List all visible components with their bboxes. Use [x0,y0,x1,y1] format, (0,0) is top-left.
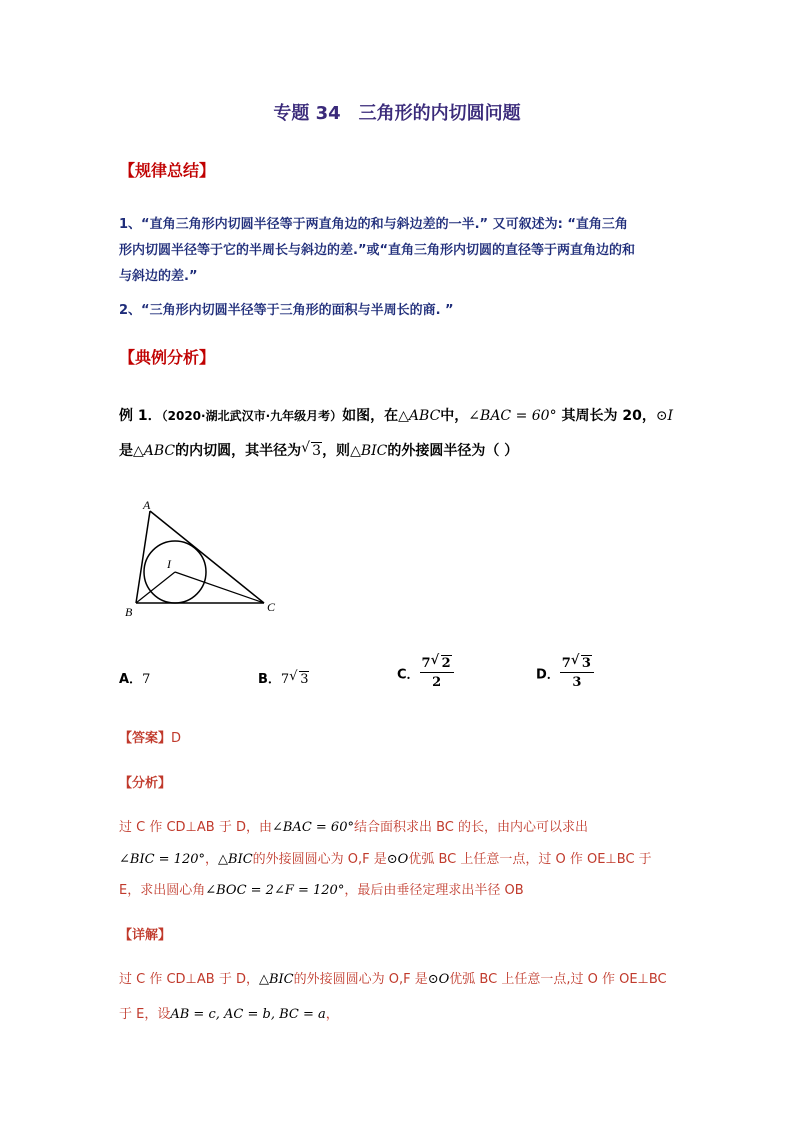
rule-1-line-2: 形内切圆半径等于它的半周长与斜边的差.”或“直角三角形内切圆的直径等于两直角边的和 [119,243,636,258]
option-a-label: A． [119,672,143,687]
section-examples-heading: 【典例分析】 [119,348,216,367]
angle-bac: ∠BAC = 60° [468,408,557,424]
detail-line-1 [119,968,667,987]
answer-value: D [171,731,182,746]
label-c: C [267,600,276,614]
option-c-radicand: 2 [441,656,451,671]
rule-1-line-1: 1、“直角三角形内切圆半径等于两直角边的和与斜边差的一半.” 又可叙述为: “直角三角 [119,217,628,232]
option-b-label: B． [258,672,281,687]
triangle-abc: △ABC [133,443,176,459]
label-b: B [125,605,133,619]
sqrt-3: √ 3 [301,440,322,459]
detail-text: 优弧 BC 上任意一点,过 O 作 OE⊥BC [449,972,667,987]
option-c-denominator: 2 [432,675,442,690]
label-i: I [167,557,171,571]
radicand: 3 [312,443,322,459]
option-b-coef: 7 [280,672,290,687]
option-c-sqrt: √ 2 [430,653,451,671]
detail-line-2 [119,1003,339,1022]
label-a: A [143,498,151,512]
analysis-text: 结合面积求出 BC 的长，由内心可以求出 [353,820,589,835]
option-a-value: 7 [142,672,151,687]
analysis-text: 的外接圆圆心为 O,F 是 [252,852,387,867]
analysis-label: 【分析】 [119,776,172,791]
answer-label: 【答案】 [119,731,172,746]
option-d-fraction [560,653,594,690]
rule-2: 2、“三角形内切圆半径等于三角形的面积与半周长的商. ” [119,303,454,318]
detail-text: 于 E，设 [119,1007,171,1022]
option-d[interactable] [536,653,594,690]
rule-1-line-3: 与斜边的差.” [119,269,198,284]
analysis-text: 过 C 作 CD⊥AB 于 D，由 [119,820,272,835]
analysis-line-2 [119,848,652,867]
side-definitions: AB = c, AC = b, BC = a [170,1007,326,1022]
example-source: （2020·湖北武汉市·九年级月考） [161,409,343,423]
example-text: ，则 [322,443,351,459]
detail-text: 的外接圆圆心为 O,F 是 [293,972,428,987]
circle-o: ⊙O [427,972,450,987]
segment-ic [175,572,264,603]
option-a[interactable] [119,668,150,687]
option-d-denominator: 3 [572,675,582,690]
answer-line [119,727,181,746]
analysis-text: ， [205,852,219,867]
detail-text: 过 C 作 CD⊥AB 于 D， [119,972,259,987]
analysis-line-1 [119,816,588,835]
triangle-figure [115,490,295,625]
analysis-text: ，最后由垂径定理求出半径 OB [344,883,524,898]
triangle-bic: △BIC [218,852,253,867]
triangle-bic: △BIC [258,972,294,987]
example-line-2 [119,440,518,460]
example-text: 的内切圆，其半径为 [175,443,302,459]
example-line-1 [119,405,673,425]
option-c-coef: 7 [421,656,431,671]
angle-boc: ∠BOC = 2∠F = 120° [205,883,345,898]
angle-bic: ∠BIC = 120° [119,852,205,867]
option-c-fraction [420,653,454,690]
detail-label: 【详解】 [119,928,172,943]
option-d-sqrt: √ 3 [570,653,591,671]
example-text: 如图，在 [342,408,399,424]
section-summary-heading: 【规律总结】 [119,161,216,180]
example-text: 其周长为 20， [556,408,656,424]
option-b-sqrt: √ 3 [289,669,309,687]
option-d-radicand: 3 [581,656,591,671]
option-d-coef: 7 [561,656,571,671]
option-b[interactable] [258,668,309,687]
example-text: 中， [440,408,469,424]
option-d-label: D． [536,667,560,683]
circle-o: ⊙O [386,852,409,867]
analysis-line-3 [119,879,524,898]
page-title: 专题 34 三角形的内切圆问题 [273,103,521,124]
option-b-radicand: 3 [300,672,309,687]
example-text: 的外接圆半径为（ ） [387,443,519,459]
analysis-text: E，求出圆心角 [119,883,206,898]
angle-bac: ∠BAC = 60° [271,820,354,835]
triangle-abc: △ABC [398,408,441,424]
option-c[interactable] [397,653,454,690]
analysis-text: 优弧 BC 上任意一点，过 O 作 OE⊥BC 于 [408,852,652,867]
option-c-label: C． [397,667,420,683]
example-prefix: 例 1． [119,408,162,424]
triangle-bic: △BIC [350,443,388,459]
circle-i: ⊙I [655,408,674,424]
detail-text: ， [325,1007,339,1022]
example-text: 是 [119,443,133,459]
segment-bi [136,572,175,603]
